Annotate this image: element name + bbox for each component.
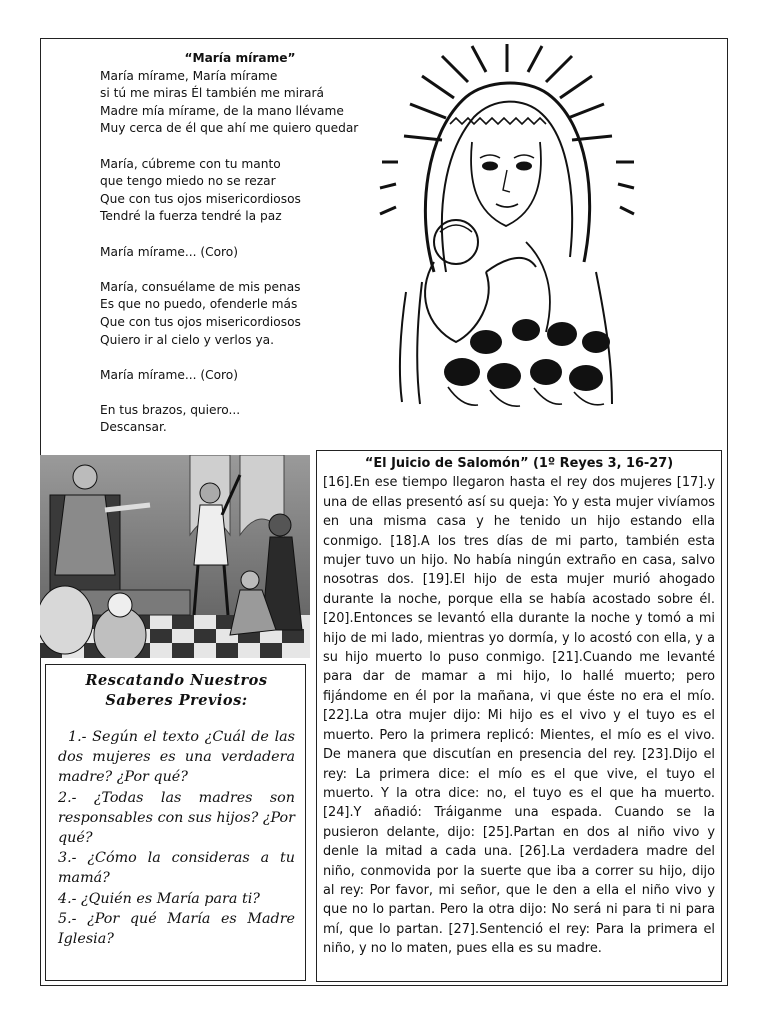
song-stanza bbox=[100, 402, 380, 437]
song-line: María mírame, María mírame bbox=[100, 68, 278, 83]
song-title: “María mírame” bbox=[184, 51, 296, 65]
questions-title-line: Rescatando Nuestros bbox=[85, 672, 268, 689]
question-item: 4.- ¿Quién es María para ti? bbox=[58, 890, 260, 907]
questions-box bbox=[45, 664, 306, 981]
song-line: Quiero ir al cielo y verlos ya. bbox=[100, 332, 275, 347]
song-line: Tendré la fuerza tendré la paz bbox=[100, 209, 282, 224]
song-stanza bbox=[100, 68, 380, 138]
song-line: Es que no puedo, ofenderle más bbox=[100, 297, 298, 312]
song-line: María mírame... (Coro) bbox=[100, 367, 239, 382]
reading-title: “El Juicio de Salomón” (1º Reyes 3, 16-27) bbox=[364, 456, 674, 471]
song-line: En tus brazos, quiero... bbox=[100, 402, 241, 417]
reading-body: [16].En ese tiempo llegaron hasta el rey dos mujeres [17].y una de ellas presentó así su queja: Yo y esta mujer vivíamos en una misma casa y he tenido un hijo estando ella conmigo. [18].A los tres días de mi parto, también esta mujer tuvo un hijo. No había ningún extraño en casa, salvo nosotras dos. [19].El hijo de esta mujer murió ahogado durante la noche, porque ella se había acostado sobre él. [20].Entonces se levantó ella durante la noche y tomó a mi hijo de mi lado, mientras yo dormía, y lo acostó con ella, y a su hijo muerto lo puso conmigo. [21].Cuando me levanté para dar de mamar a mi hijo, lo hallé muerto; pero fijándome en él por la mañana, vi que éste no era el mío. [22].La otra mujer dijo: Mi hijo es el vivo y el tuyo es el muerto. Pero la primera replicó: Mientes, el mío es el vivo. De manera que discutían en presencia del rey. [23].Dijo el rey: La primera dice: el mío es el que vive, el tuyo el muerto. Y la otra dice: no, el tuyo es el que ha muerto. [24].Y añadió: Tráiganme una espada. Cuando se la pusieron delante, dijo: [25].Partan en dos al niño vivo y denle la mitad a cada una. [26].La verdadera madre del niño, conmovida por la suerte que iba a correr su hijo, dijo al rey: Por favor, mi señor, que le den a ella el niño vivo y que no lo partan. Pero la otra dijo: No será ni para ti ni para mí, que lo partan. [27].Sentenció el rey: Para la primera el niño, y no lo maten, pues ella es su madre. bbox=[323, 475, 715, 957]
song-line: María, cúbreme con tu manto bbox=[100, 156, 281, 171]
questions-title bbox=[58, 671, 295, 711]
song-chorus bbox=[100, 367, 380, 385]
song-block bbox=[100, 50, 380, 455]
question-item: 3.- ¿Cómo la consideras a tu mamá? bbox=[58, 850, 295, 887]
song-stanza bbox=[100, 279, 380, 349]
mary-child-illustration bbox=[376, 42, 638, 407]
solomon-judgment-illustration bbox=[40, 455, 310, 658]
song-chorus bbox=[100, 244, 380, 262]
song-line: Descansar. bbox=[100, 420, 167, 435]
song-line: que tengo miedo no se rezar bbox=[100, 174, 276, 189]
song-line: María, consuélame de mis penas bbox=[100, 279, 301, 294]
song-line: Que con tus ojos misericordiosos bbox=[100, 191, 301, 206]
question-item: 2.- ¿Todas las madres son responsables con sus hijos? ¿Por qué? bbox=[58, 789, 295, 847]
questions-list bbox=[58, 727, 295, 949]
song-line: Que con tus ojos misericordiosos bbox=[100, 314, 301, 329]
song-line: María mírame... (Coro) bbox=[100, 244, 239, 259]
song-stanza bbox=[100, 156, 380, 226]
song-line: si tú me miras Él también me mirará bbox=[100, 86, 324, 101]
song-line: Madre mía mírame, de la mano llévame bbox=[100, 103, 344, 118]
questions-title-line: Saberes Previos: bbox=[105, 692, 248, 709]
song-line: Muy cerca de él que ahí me quiero quedar bbox=[100, 121, 359, 136]
reading-box bbox=[316, 450, 722, 982]
question-item: 5.- ¿Por qué María es Madre Iglesia? bbox=[58, 910, 295, 948]
question-item: 1.- Según el texto ¿Cuál de las dos mujeres es una verdadera madre? ¿Por qué? bbox=[58, 729, 295, 786]
